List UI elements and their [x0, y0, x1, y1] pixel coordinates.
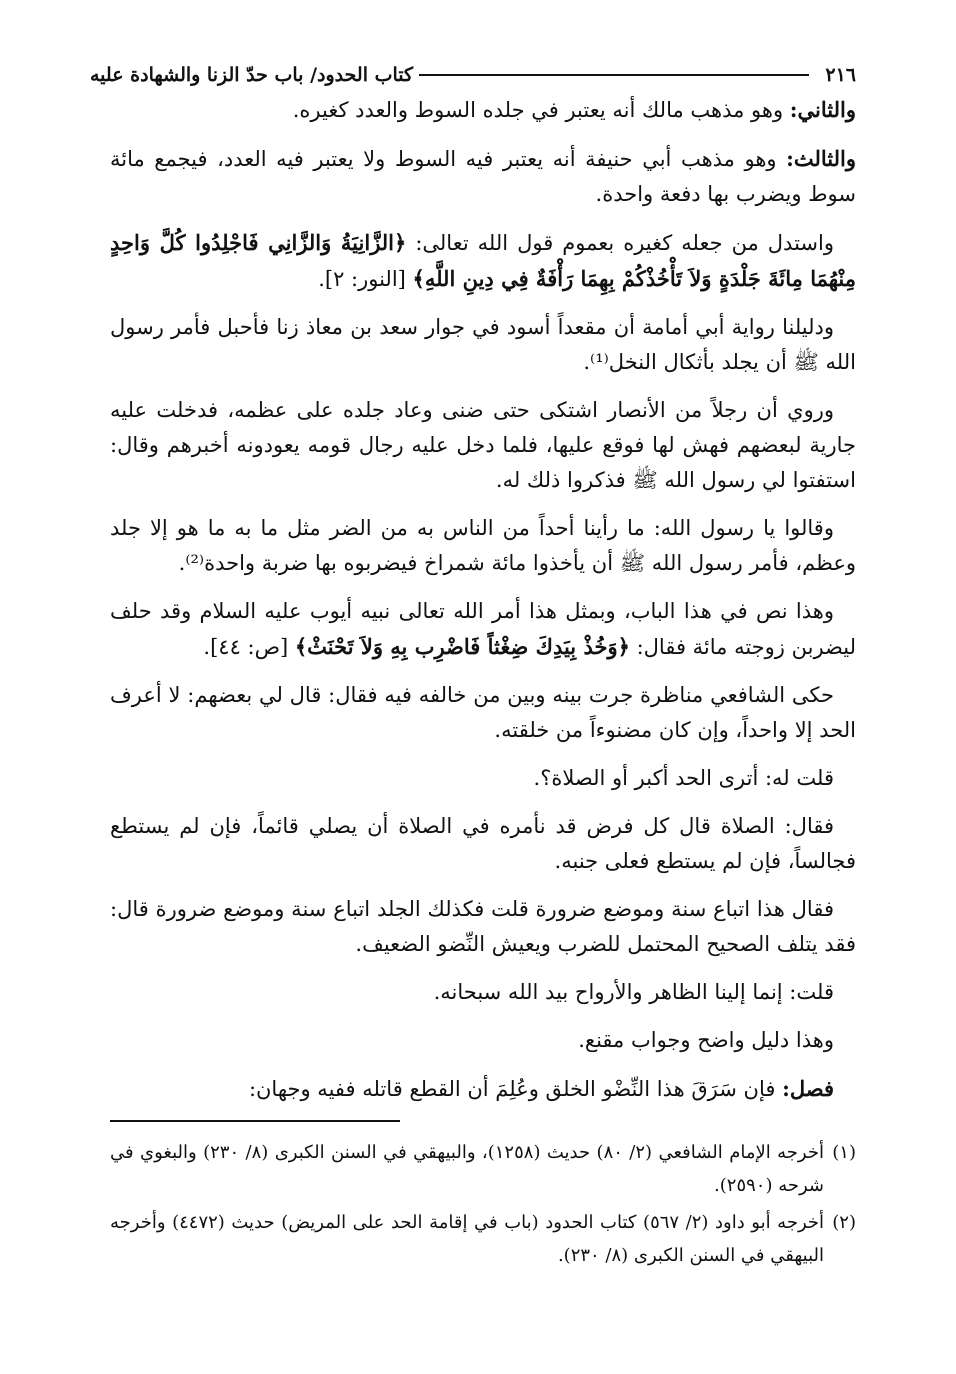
paragraph-narration-cont: وقالوا يا رسول الله: ما رأينا أحداً من الناس به من الضر مثل ما به ما هو إلا جلد وعظم، فأمر رسول الله ﷺ أن يأخذوا مائة شمراخ فيضربوه بها ضربة واحدة⁽²⁾. [110, 516, 856, 575]
footnotes [110, 1136, 856, 1272]
paragraph-ayyub: وهذا نص في هذا الباب، وبمثل هذا أمر الله تعالى نبيه أيوب عليه السلام وقد حلف ليضربن زوجته مائة فقال: ﴿وَخُذْ بِيَدِكَ ضِغْثاً فَاضْرِب بِهِ وَلاَ تَحْنَثْ﴾ [ص: ٤٤]. [110, 599, 856, 659]
paragraph-apparent: قلت: إنما إلينا الظاهر والأرواح بيد الله سبحانه. [433, 980, 834, 1004]
paragraph-evidence-hadith: ودليلنا رواية أبي أمامة أن مقعداً أسود في جوار سعد بن معاذ زنا فأحبل فأمر رسول الله ﷺ أن يجلد بأثكال النخل⁽¹⁾. [110, 315, 856, 374]
paragraph-second-opinion: والثاني: وهو مذهب مالك أنه يعتبر في جلده السوط والعدد كغيره. [292, 97, 856, 122]
quran-verse: ﴿وَخُذْ بِيَدِكَ ضِغْثاً فَاضْرِب بِهِ وَلاَ تَحْنَثْ﴾ [294, 634, 630, 659]
paragraph-section: فصل: فإن سَرَقَ هذا النِّضْو الخلق وعُلِمَ أن القطع قاتله ففيه وجهان: [248, 1076, 834, 1101]
running-title: كتاب الحدود/ باب حدّ الزنا والشهادة عليه [90, 64, 414, 86]
quran-verse: ﴿الزَّانِيَةُ وَالزَّانِي فَاجْلِدُوا كُلَّ وَاحِدٍ مِنْهُمَا مِائَةَ جَلْدَةٍ وَلاَ تَأْخُذْكُمْ بِهِمَا رَأْفَةٌ فِي دِينِ اللَّهِ﴾ [110, 230, 856, 291]
footnote [110, 1206, 856, 1272]
paragraph-question: قلت له: أترى الحد أكبر أو الصلاة؟. [533, 766, 834, 790]
footnote-text: أخرجه أبو داود (٢/ ٥٦٧) كتاب الحدود (باب في إقامة الحد على المريض) حديث (٤٤٧٢) وأخرجه البيهقي في السنن الكبرى (٨/ ٢٣٠). [110, 1212, 824, 1266]
paragraph-third-opinion: والثالث: وهو مذهب أبي حنيفة أنه يعتبر فيه السوط ولا يعتبر فيه العدد، فيجمع مائة سوط ويضرب بها دفعة واحدة. [110, 146, 856, 206]
paragraph-necessity: فقال هذا اتباع سنة وموضع ضرورة قلت فكذلك الجلد اتباع سنة وموضع ضرورة قال: فقد يتلف الصحيح المحتمل للضرب ويعيش النِّضو الضعيف. [110, 897, 856, 956]
page-number: ٢١٦ [825, 64, 856, 86]
paragraph-narration: وروي أن رجلاً من الأنصار اشتكى حتى ضنى وعاد جلده على عظمه، فدخلت عليه جارية لبعضهم فهش لها فوقع عليها، فلما دخل عليه رجال قومه يعودونه أخبرهم وقال: استفتوا لي رسول الله ﷺ فذكروا ذلك له. [110, 398, 856, 492]
footnote-number: (١) [832, 1142, 856, 1163]
running-header [90, 58, 856, 92]
paragraph-shafii-debate: حكى الشافعي مناظرة جرت بينه وبين من خالفه فيه فقال: قال لي بعضهم: لا أعرف الحد إلا واحداً، وإن كان مضنوءاً من خلقته. [110, 683, 856, 742]
footnote [110, 1136, 856, 1202]
footnote-text: أخرجه الإمام الشافعي (٢/ ٨٠) حديث (١٢٥٨)، والبيهقي في السنن الكبرى (٨/ ٢٣٠) والبغوي في شرحه (٢٥٩٠). [110, 1142, 824, 1196]
main-text [110, 92, 856, 1107]
paragraph-evidence-quran: واستدل من جعله كغيره بعموم قول الله تعالى: ﴿الزَّانِيَةُ وَالزَّانِي فَاجْلِدُوا كُلَّ وَاحِدٍ مِنْهُمَا مِائَةَ جَلْدَةٍ وَلاَ تَأْخُذْكُمْ بِهِمَا رَأْفَةٌ فِي دِينِ اللَّهِ﴾ [النور: ٢]. [110, 230, 856, 291]
paragraph-conclusion: وهذا دليل واضح وجواب مقنع. [578, 1028, 834, 1052]
footnote-separator [110, 1120, 400, 1122]
paragraph-prayer: فقال: الصلاة قال كل فرض قد نأمره في الصلاة أن يصلي قائماً، فإن لم يستطع فجالساً، فإن لم يستطع فعلى جنبه. [110, 814, 856, 873]
footnote-number: (٢) [832, 1212, 856, 1233]
header-rule [419, 74, 809, 76]
